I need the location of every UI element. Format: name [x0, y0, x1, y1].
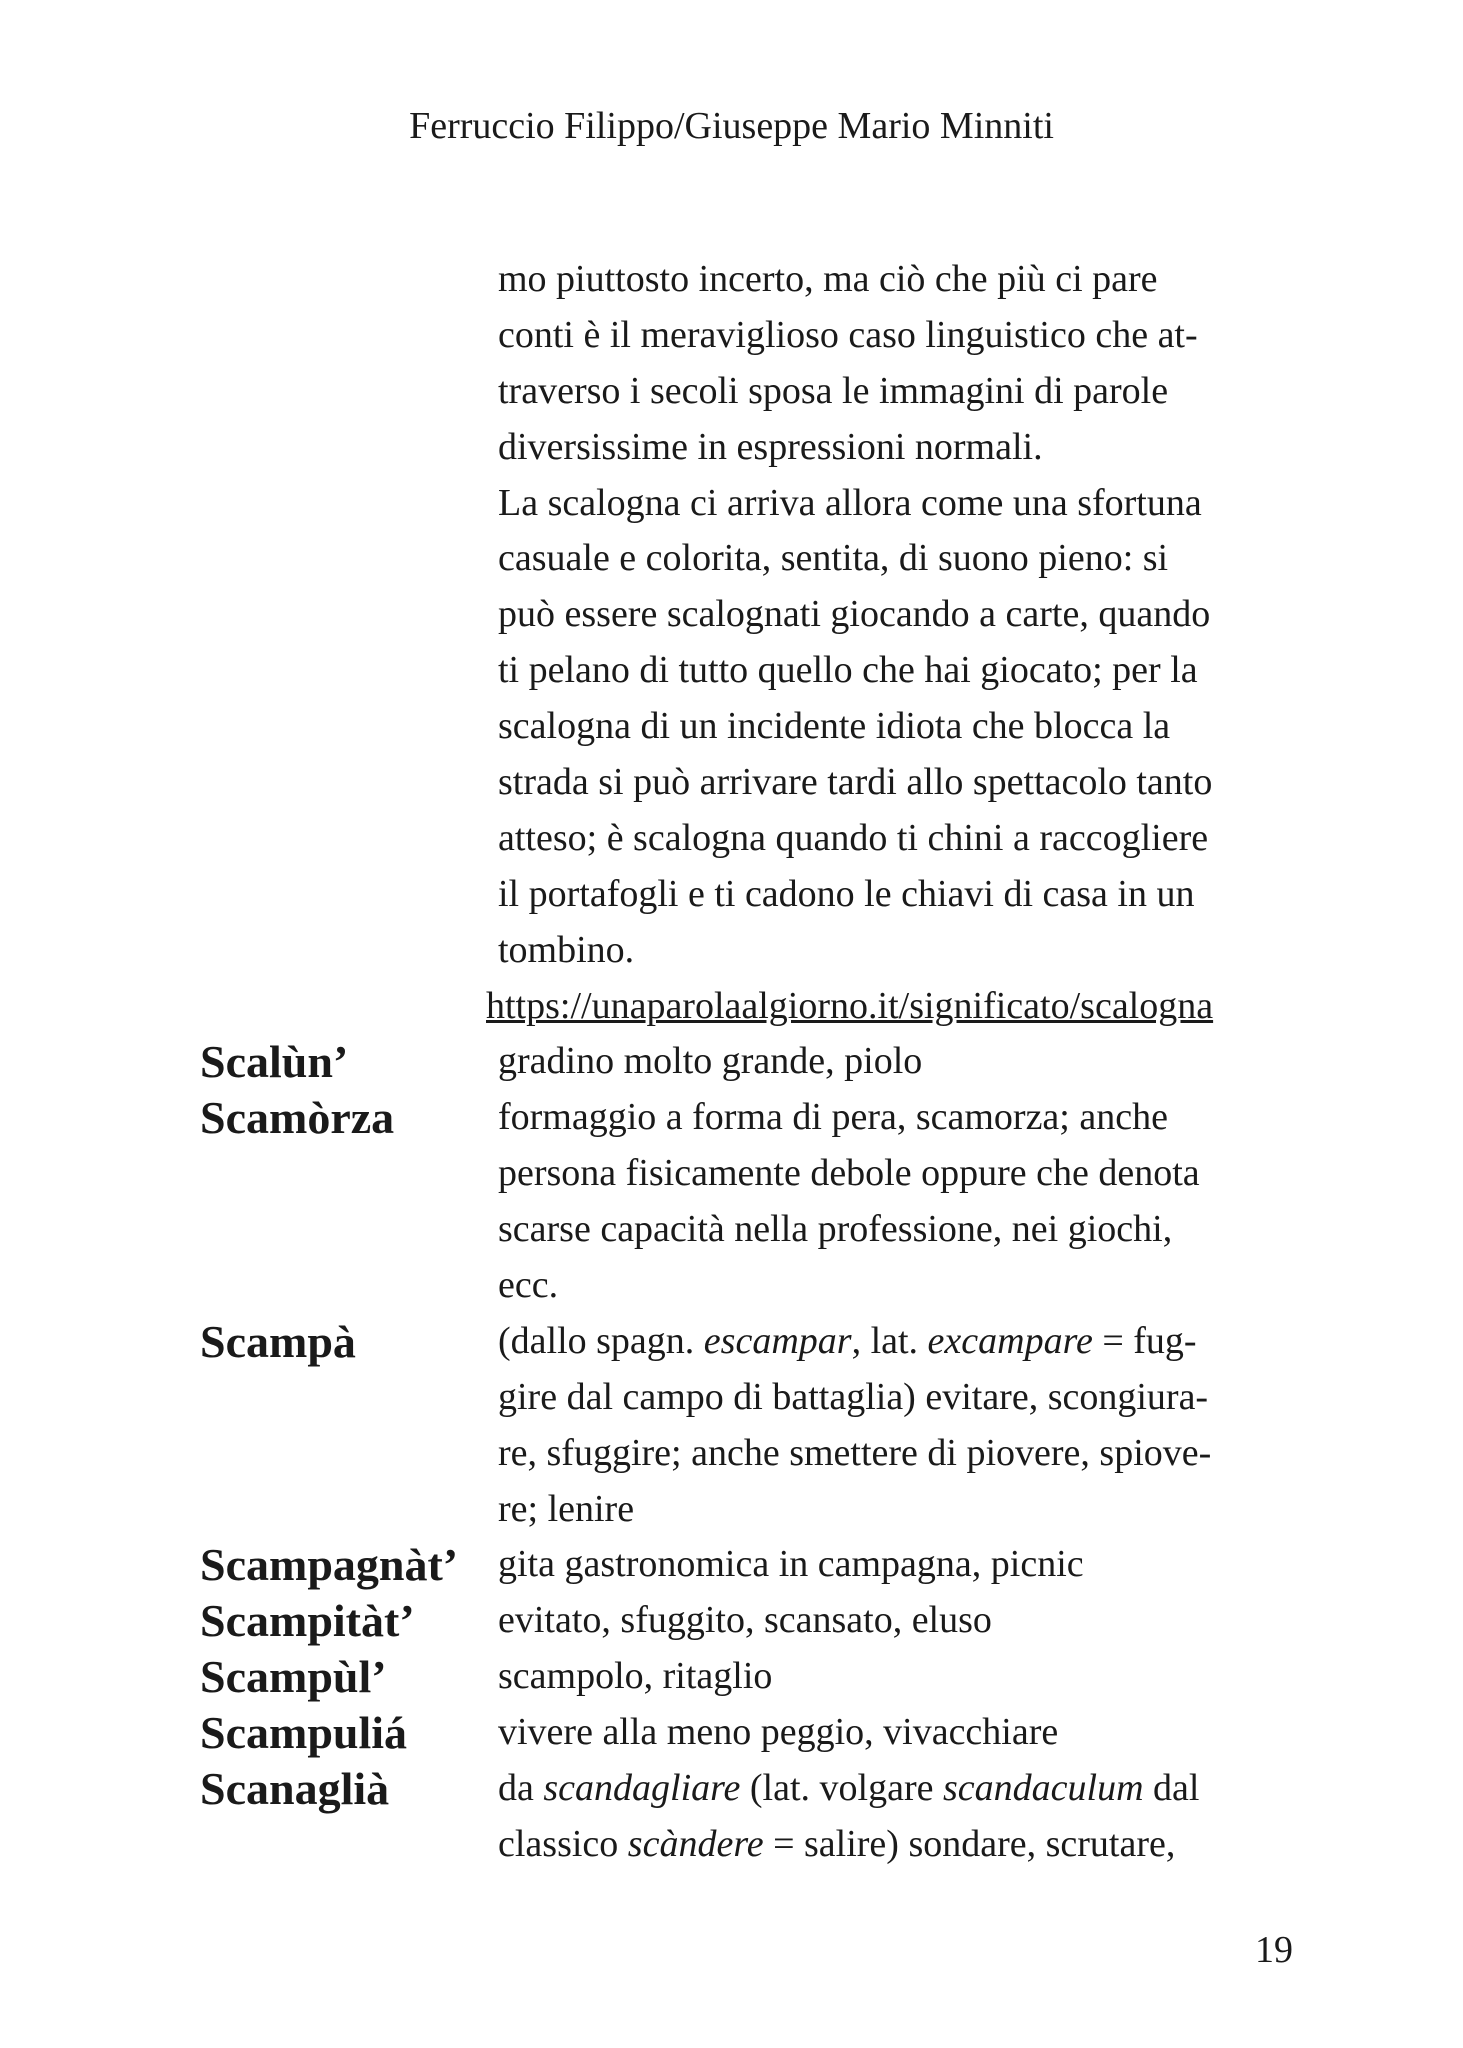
text-line [200, 811, 1320, 867]
definition-text: gradino molto grande, piolo [498, 1040, 923, 1083]
definition-text: re, sfuggire; anche smettere di piovere, spiove- [498, 1431, 1212, 1474]
continuation-text: casuale e colorita, sentita, di suono pieno: si [498, 537, 1169, 580]
headword: Scampagnàt’ [200, 1539, 459, 1591]
definition-text: gita gastronomica in campagna, picnic [498, 1543, 1084, 1586]
text-line [200, 364, 1320, 420]
dictionary-body [200, 252, 1320, 1873]
entry-line [200, 1426, 1320, 1482]
definition-text: re; lenire [498, 1487, 635, 1530]
definition-text: da scandagliare (lat. volgare scandaculum dal [498, 1767, 1200, 1810]
definition-text: scampolo, ritaglio [498, 1655, 773, 1698]
text-line [200, 923, 1320, 979]
continuation-text: il portafogli e ti cadono le chiavi di casa in un [498, 872, 1195, 915]
definition-text: persona fisicamente debole oppure che denota [498, 1152, 1200, 1195]
continuation-text: strada si può arrivare tardi allo spettacolo tanto [498, 761, 1213, 804]
entry-line [200, 1537, 1320, 1593]
continuation-text: conti è il meraviglioso caso linguistico che at- [498, 313, 1198, 356]
text-line [200, 252, 1320, 308]
definition-text: scarse capacità nella professione, nei giochi, [498, 1208, 1173, 1251]
continuation-text: traverso i secoli sposa le immagini di parole [498, 369, 1169, 412]
text-line [200, 699, 1320, 755]
continuation-text: diversissime in espressioni normali. [498, 425, 1043, 468]
continuation-text: atteso; è scalogna quando ti chini a raccogliere [498, 816, 1209, 859]
text-line [200, 755, 1320, 811]
entry-line [200, 1705, 1320, 1761]
entry-line [200, 1649, 1320, 1705]
definition-text: vivere alla meno peggio, vivacchiare [498, 1711, 1059, 1754]
definition-text: (dallo spagn. escampar, lat. excampare = fug- [498, 1319, 1197, 1362]
continuation-text: mo piuttosto incerto, ma ciò che più ci pare [498, 258, 1158, 300]
entry-line [200, 1761, 1320, 1817]
text-line [200, 420, 1320, 476]
headword: Scampùl’ [200, 1651, 387, 1703]
continuation-text: La scalogna ci arriva allora come una sfortuna [498, 481, 1202, 524]
definition-text: evitato, sfuggito, scansato, eluso [498, 1599, 992, 1642]
entry-line [200, 1314, 1320, 1370]
entry-line [200, 1593, 1320, 1649]
continuation-text: può essere scalognati giocando a carte, quando [498, 593, 1211, 636]
continuation-text: tombino. [498, 928, 635, 971]
headword: Scampuliá [200, 1707, 408, 1759]
definition-text: ecc. [498, 1264, 559, 1307]
text-line [200, 531, 1320, 587]
entry-line [200, 1202, 1320, 1258]
definition-text: classico scàndere = salire) sondare, scrutare, [498, 1822, 1176, 1865]
source-url-link[interactable]: https://unaparolaalgiorno.it/significato/scalogna [486, 984, 1214, 1027]
page-number: 19 [1255, 1929, 1293, 1971]
headword: Scampà [200, 1315, 356, 1367]
text-line [200, 308, 1320, 364]
headword: Scamòrza [200, 1092, 395, 1144]
entry-line [200, 1370, 1320, 1426]
headword: Scampitàt’ [200, 1595, 415, 1647]
definition-text: gire dal campo di battaglia) evitare, scongiura- [498, 1375, 1209, 1418]
entry-line [200, 1817, 1320, 1873]
definition-text: formaggio a forma di pera, scamorza; anche [498, 1096, 1168, 1139]
entry-line [200, 1090, 1320, 1146]
text-line [200, 587, 1320, 643]
entry-line [200, 1146, 1320, 1202]
text-line [200, 476, 1320, 532]
text-line [200, 979, 1320, 1035]
running-header: Ferruccio Filippo/Giuseppe Mario Minniti [409, 105, 1054, 147]
continuation-text: ti pelano di tutto quello che hai giocato; per la [498, 649, 1198, 692]
headword: Scanaglià [200, 1763, 390, 1815]
text-line [200, 643, 1320, 699]
continuation-text: scalogna di un incidente idiota che blocca la [498, 705, 1171, 748]
headword: Scalùn’ [200, 1036, 349, 1088]
entry-line [200, 1034, 1320, 1090]
text-line [200, 867, 1320, 923]
entry-line [200, 1482, 1320, 1538]
entry-line [200, 1258, 1320, 1314]
